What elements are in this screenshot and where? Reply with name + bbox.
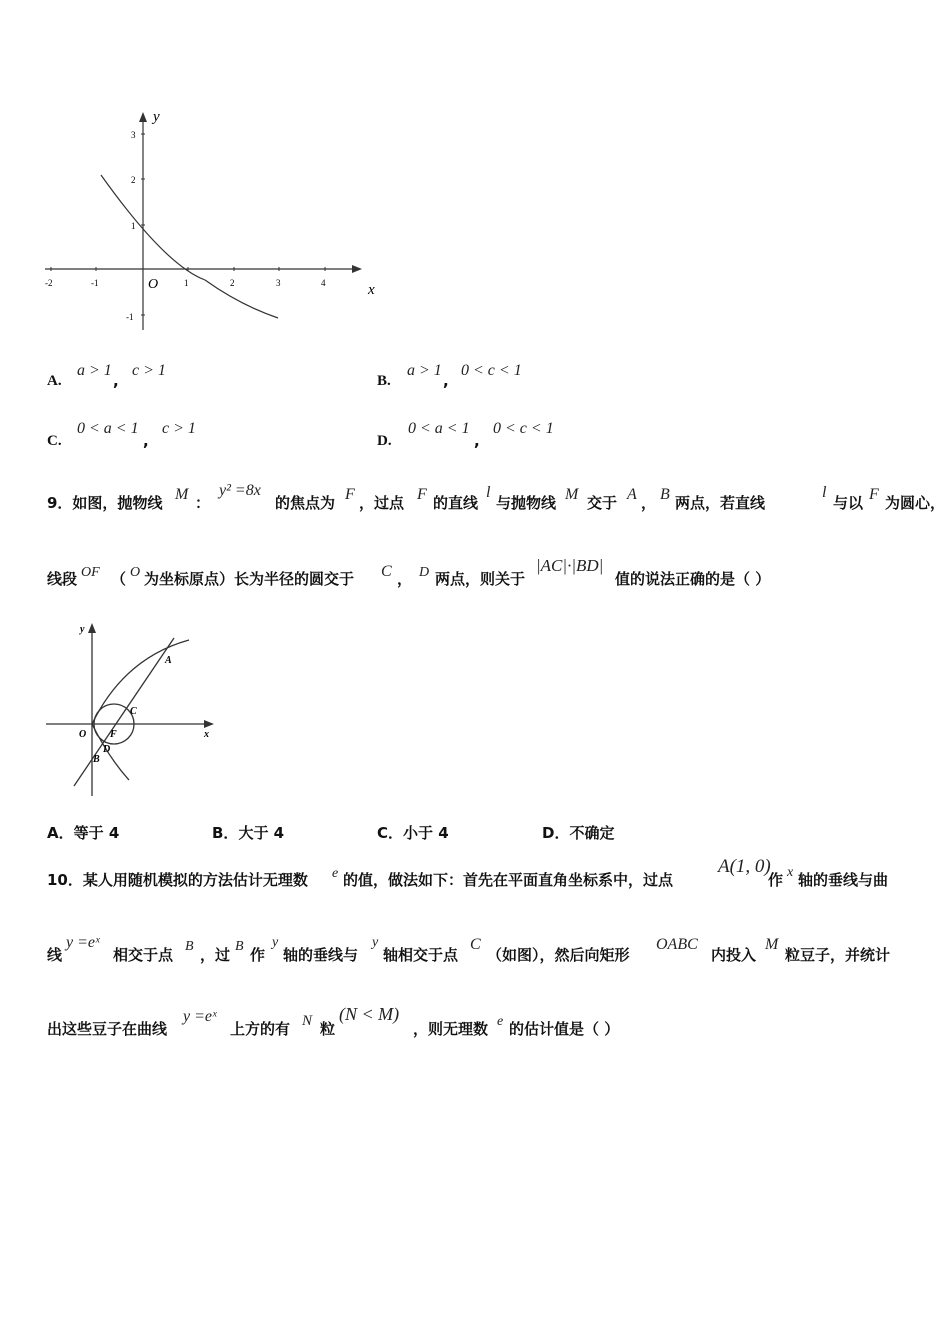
comma: ,	[113, 372, 119, 390]
math-parabola-eq: y² =8x	[219, 482, 261, 499]
q8-option-d[interactable]	[377, 420, 677, 452]
q10-text: 内投入	[711, 946, 757, 964]
q10-text: 轴的垂线与曲	[798, 871, 889, 889]
math-y: y	[272, 935, 279, 950]
option-letter: D.	[377, 433, 392, 449]
option-expr: c > 1	[162, 420, 196, 437]
x-tick-label: -2	[45, 278, 53, 288]
option-text: 小于 4	[403, 824, 449, 842]
q10-text: 的估计值是（ ）	[509, 1020, 620, 1038]
q9-text: ，过点	[359, 494, 405, 512]
math-D: D	[419, 565, 430, 580]
option-letter: C.	[47, 433, 62, 449]
math-y: y	[372, 935, 379, 950]
x-tick-label: -1	[91, 278, 99, 288]
q9-line-2	[47, 556, 927, 588]
y-axis-label: y	[80, 624, 85, 635]
q9-text: 与以	[833, 494, 864, 512]
option-expr: 0 < c < 1	[493, 420, 554, 437]
q9-option-b[interactable]	[212, 822, 284, 843]
comma: ,	[443, 372, 449, 390]
q9-text: 交于	[587, 494, 618, 512]
math-M: M	[765, 936, 779, 953]
q9-text: ，	[397, 570, 413, 588]
math-curve: y =eˣ	[66, 934, 100, 951]
q9-text: ：	[195, 494, 211, 512]
option-expr: 0 < a < 1	[77, 420, 139, 437]
q8-option-b[interactable]	[377, 362, 677, 394]
q10-line-2	[47, 930, 927, 964]
x-tick-label: 1	[184, 278, 189, 288]
math-N: N	[302, 1013, 313, 1029]
q10-text: 10．某人用随机模拟的方法估计无理数	[47, 871, 308, 889]
line-l	[74, 638, 174, 786]
q10-line-1	[47, 856, 927, 890]
math-l: l	[486, 484, 491, 501]
q9-text: ，	[641, 494, 657, 512]
y-tick-label: -1	[126, 312, 134, 322]
point-F: F	[110, 729, 117, 740]
math-C: C	[381, 563, 392, 580]
x-axis-arrow	[204, 720, 214, 728]
y-axis-arrow	[88, 623, 96, 633]
q10-line-3	[47, 1004, 927, 1038]
option-expr: a > 1	[77, 362, 112, 379]
math-F: F	[869, 486, 879, 503]
point-A: A	[165, 655, 172, 666]
q10-text: 轴的垂线与	[283, 946, 359, 964]
point-B: B	[93, 754, 100, 765]
q10-text: 的值，做法如下：首先在平面直角坐标系中，过点	[343, 871, 674, 889]
q9-option-d[interactable]	[542, 822, 614, 843]
q9-text: （	[111, 570, 127, 588]
option-expr: 0 < c < 1	[461, 362, 522, 379]
q8-option-a[interactable]	[47, 362, 347, 394]
option-letter: A．	[47, 824, 74, 842]
function-graph	[40, 105, 390, 335]
comma: ,	[143, 432, 149, 450]
q8-option-c[interactable]	[47, 420, 347, 452]
math-OF: OF	[81, 565, 100, 580]
math-F: F	[417, 486, 427, 503]
math-M: M	[565, 486, 579, 503]
y-axis-label: y	[153, 109, 160, 125]
option-expr: 0 < a < 1	[408, 420, 470, 437]
math-B: B	[235, 939, 244, 954]
x-axis-label: x	[368, 282, 375, 298]
q9-option-c[interactable]	[377, 822, 449, 843]
q9-option-a[interactable]	[47, 822, 119, 843]
math-x: x	[787, 865, 794, 880]
math-O: O	[130, 565, 141, 580]
q9-text: 的直线	[433, 494, 479, 512]
q9-text: 为坐标原点）长为半径的圆交于	[144, 570, 355, 588]
q10-text: ，则无理数	[413, 1020, 489, 1038]
x-tick-label: 3	[276, 278, 281, 288]
math-condition: (N < M)	[339, 1004, 400, 1024]
point-D: D	[103, 744, 111, 755]
q9-text: 两点，则关于	[435, 570, 526, 588]
math-OABC: OABC	[656, 936, 698, 953]
q9-text: 与抛物线	[496, 494, 557, 512]
math-C: C	[470, 936, 481, 953]
option-text: 大于 4	[238, 824, 285, 842]
math-B: B	[185, 939, 194, 954]
q10-text: 作	[768, 871, 784, 889]
q10-text: 上方的有	[230, 1020, 291, 1038]
option-expr: c > 1	[132, 362, 166, 379]
q10-text: ，过	[200, 946, 231, 964]
q10-text: （如图），然后向矩形	[487, 946, 630, 964]
math-M: M	[175, 486, 189, 503]
math-l: l	[822, 484, 827, 501]
parabola-figure	[44, 618, 220, 798]
math-curve: y =eˣ	[183, 1008, 217, 1025]
math-A: A	[627, 486, 637, 503]
math-e: e	[497, 1014, 504, 1029]
option-letter: B.	[377, 373, 391, 389]
q9-text: 的焦点为	[275, 494, 336, 512]
q10-text: 作	[250, 946, 266, 964]
math-point-A: A(1, 0)	[718, 856, 771, 877]
q9-text: 线段	[47, 570, 78, 588]
x-tick-label: 2	[230, 278, 235, 288]
x-tick-label: 4	[321, 278, 326, 288]
math-F: F	[345, 486, 355, 503]
y-tick-label: 1	[131, 221, 136, 231]
option-letter: B．	[212, 824, 239, 842]
y-tick-label: 3	[131, 130, 136, 140]
comma: ,	[474, 432, 480, 450]
option-expr: a > 1	[407, 362, 442, 379]
q9-text: 值的说法正确的是（ ）	[615, 570, 771, 588]
point-C: C	[130, 706, 137, 717]
parabola-curve	[92, 640, 189, 780]
option-letter: A.	[47, 373, 62, 389]
q10-text: 轴相交于点	[383, 946, 459, 964]
math-product-expr: |AC|·|BD|	[536, 556, 604, 575]
function-curve	[101, 175, 278, 318]
q9-text: 为圆心，	[885, 494, 946, 512]
math-B: B	[660, 486, 670, 503]
y-axis-arrow	[139, 112, 147, 122]
x-axis-label: x	[204, 729, 209, 740]
option-letter: C．	[377, 824, 404, 842]
q10-text: 出这些豆子在曲线	[47, 1020, 168, 1038]
option-letter: D．	[542, 824, 570, 842]
math-e: e	[332, 866, 339, 881]
origin-label: O	[148, 277, 159, 292]
x-axis-arrow	[352, 265, 362, 273]
q10-text: 粒豆子，并统计	[785, 946, 891, 964]
q10-text: 相交于点	[113, 946, 174, 964]
q9-text: 两点，若直线	[675, 494, 766, 512]
q10-text: 粒	[320, 1020, 336, 1038]
option-text: 不确定	[569, 824, 615, 842]
q10-text: 线	[47, 946, 63, 964]
y-tick-label: 2	[131, 175, 136, 185]
option-text: 等于 4	[73, 824, 120, 842]
q9-text: 9．如图，抛物线	[47, 494, 163, 512]
q9-line-1	[47, 482, 946, 512]
point-O: O	[79, 729, 87, 740]
